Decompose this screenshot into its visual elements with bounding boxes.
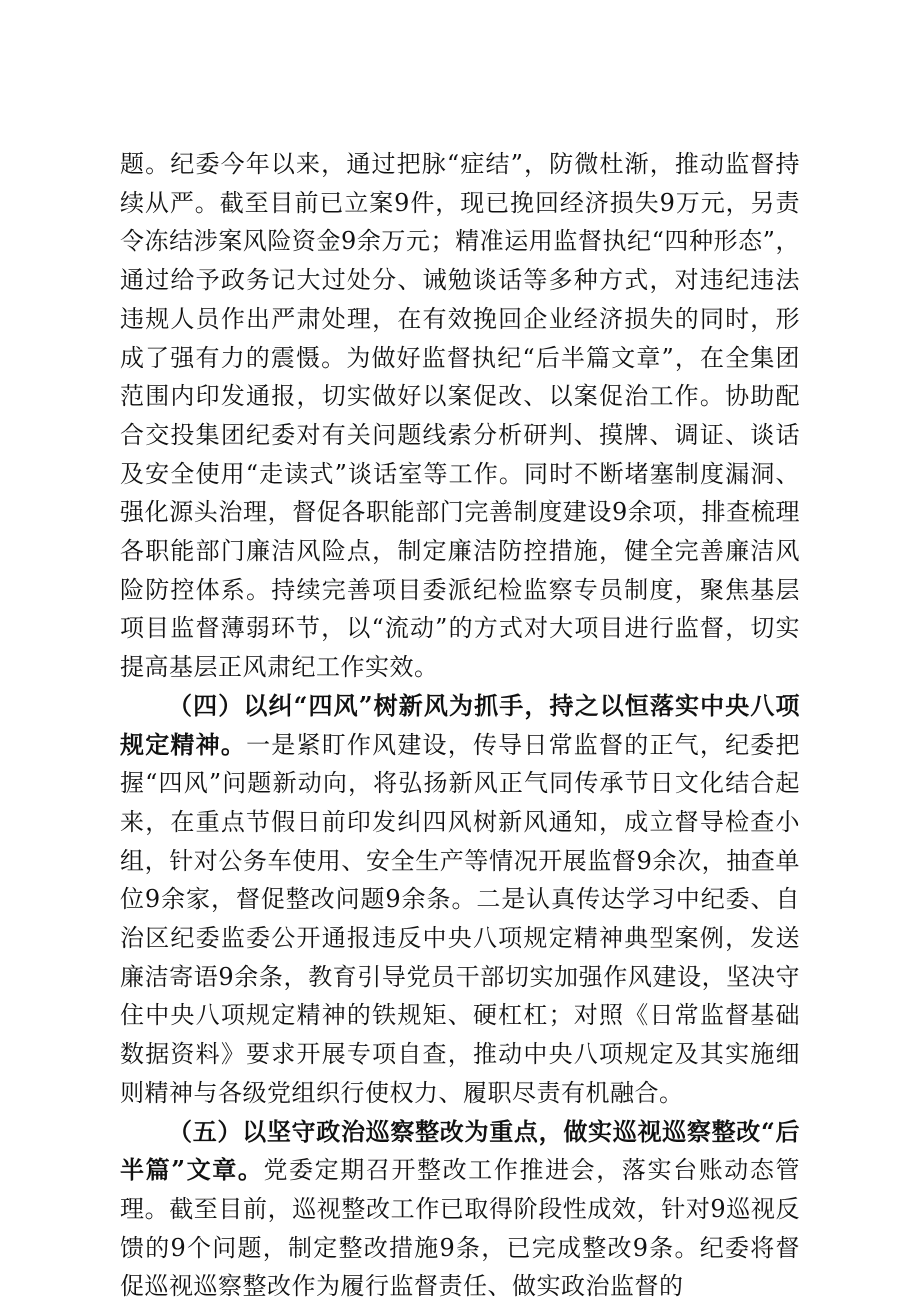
paragraph-continuation xyxy=(120,145,800,687)
paragraph-text: 一是紧盯作风建设，传导日常监督的正气，纪委把握“四风”问题新动向，将弘扬新风正气同传承节日文化结合起来，在重点节假日前印发纠四风树新风通知，成立督导检查小组，针对公务车使用、安全生产等情况开展监督9余次，抽查单位9余家，督促整改问题9余条。二是认真传达学习中纪委、自治区纪委监委公开通报违反中央八项规定精神典型案例，发送廉洁寄语9余条，教育引导党员干部切实加强作风建设，坚决守住中央八项规定精神的铁规矩、硬杠杠；对照《日常监督基础数据资料》要求开展专项自查，推动中央八项规定及其实施细则精神与各级党组织行使权力、履职尽责有机融合。 xyxy=(120,730,801,1107)
paragraph-text: 题。纪委今年以来，通过把脉“症结”，防微杜渐，推动监督持续从严。截至目前已立案9件，现已挽回经济损失9万元，另责令冻结涉案风险资金9余万元；精准运用监督执纪“四种形态”，通过给予政务记大过处分、诫勉谈话等多种方式，对违纪违法违规人员作出严肃处理，在有效挽回企业经济损失的同时，形成了强有力的震慑。为做好监督执纪“后半篇文章”，在全集团范围内印发通报，切实做好以案促改、以案促治工作。协助配合交投集团纪委对有关问题线索分析研判、摸牌、调证、谈话及安全使用“走读式”谈话室等工作。同时不断堵塞制度漏洞、强化源头治理，督促各职能部门完善制度建设9余项，排查梳理各职能部门廉洁风险点，制定廉洁防控措施，健全完善廉洁风险防控体系。持续完善项目委派纪检监察专员制度，聚焦基层项目监督薄弱环节，以“流动”的方式对大项目进行监督，切实提高基层正风肃纪工作实效。 xyxy=(120,150,800,682)
paragraph-section-four xyxy=(120,687,800,1113)
paragraph-text: 党委定期召开整改工作推进会，落实台账动态管理。截至目前，巡视整改工作已取得阶段性成效，针对9巡视反馈的9个问题，制定整改措施9条，已完成整改9条。纪委将督促巡视巡察整改作为履行监督责任、做实政治监督的 xyxy=(120,1156,801,1301)
section-four-heading: （四）以纠“四风”树新风为抓手，持之以恒落实中央八项规定精神。 xyxy=(120,690,800,759)
section-five-heading: （五）以坚守政治巡察整改为重点，做实巡视巡察整改“后半篇”文章。 xyxy=(120,1116,800,1185)
paragraph-section-five xyxy=(120,1113,800,1306)
document-body xyxy=(120,145,800,1306)
